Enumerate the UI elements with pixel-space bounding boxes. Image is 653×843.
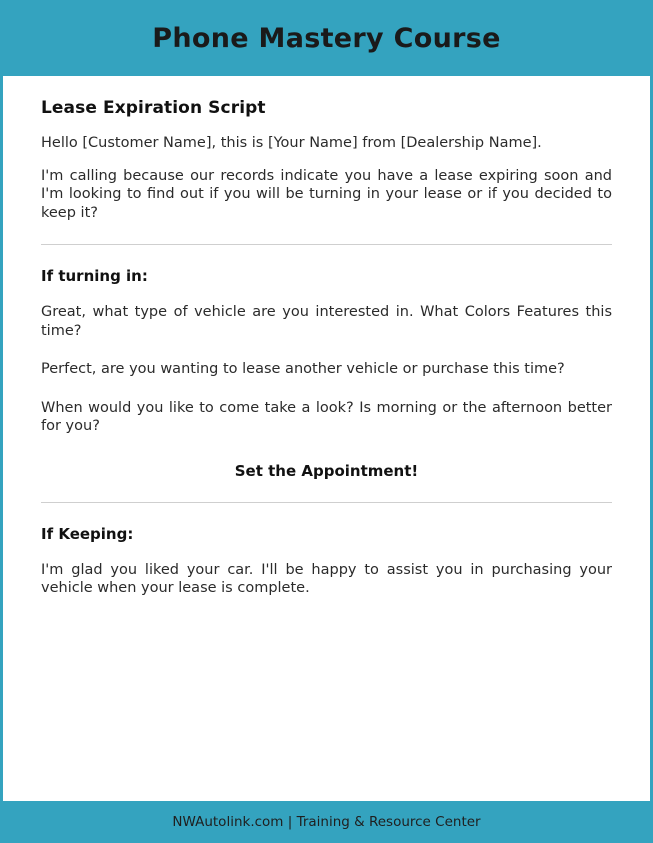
set-appointment-callout: Set the Appointment! (234, 461, 419, 480)
intro-paragraph-2: I'm calling because our records indicate you have a lease expiring soon and I'm looking to find out if you will be turning in your lease or if you decided to keep it? (41, 167, 612, 221)
section-divider-1 (41, 244, 612, 245)
section-heading-turning-in: If turning in: (41, 267, 148, 286)
content-spacer (3, 710, 650, 802)
footer-text: NWAutolink.com | Training & Resource Center (172, 814, 481, 831)
turning-in-paragraph-1: Great, what type of vehicle are you interested in. What Colors Features this time? (41, 304, 612, 339)
turning-in-paragraph-2: Perfect, are you wanting to lease another vehicle or purchase this time? (41, 361, 565, 378)
header-banner (0, 0, 653, 76)
document-body (3, 76, 650, 710)
turning-in-paragraph-3: When would you like to come take a look? Is morning or the afternoon better for you? (41, 399, 612, 435)
section-heading-keeping: If Keeping: (41, 524, 134, 543)
section-divider-2 (41, 502, 612, 503)
script-title: Lease Expiration Script (41, 98, 266, 118)
page-title: Phone Mastery Course (152, 22, 501, 54)
intro-paragraph-1: Hello [Customer Name], this is [Your Name] from [Dealership Name]. (41, 135, 542, 151)
footer-banner (0, 801, 653, 843)
keeping-paragraph-1: I'm glad you liked your car. I'll be happy to assist you in purchasing your vehicle when your lease is complete. (41, 561, 612, 597)
